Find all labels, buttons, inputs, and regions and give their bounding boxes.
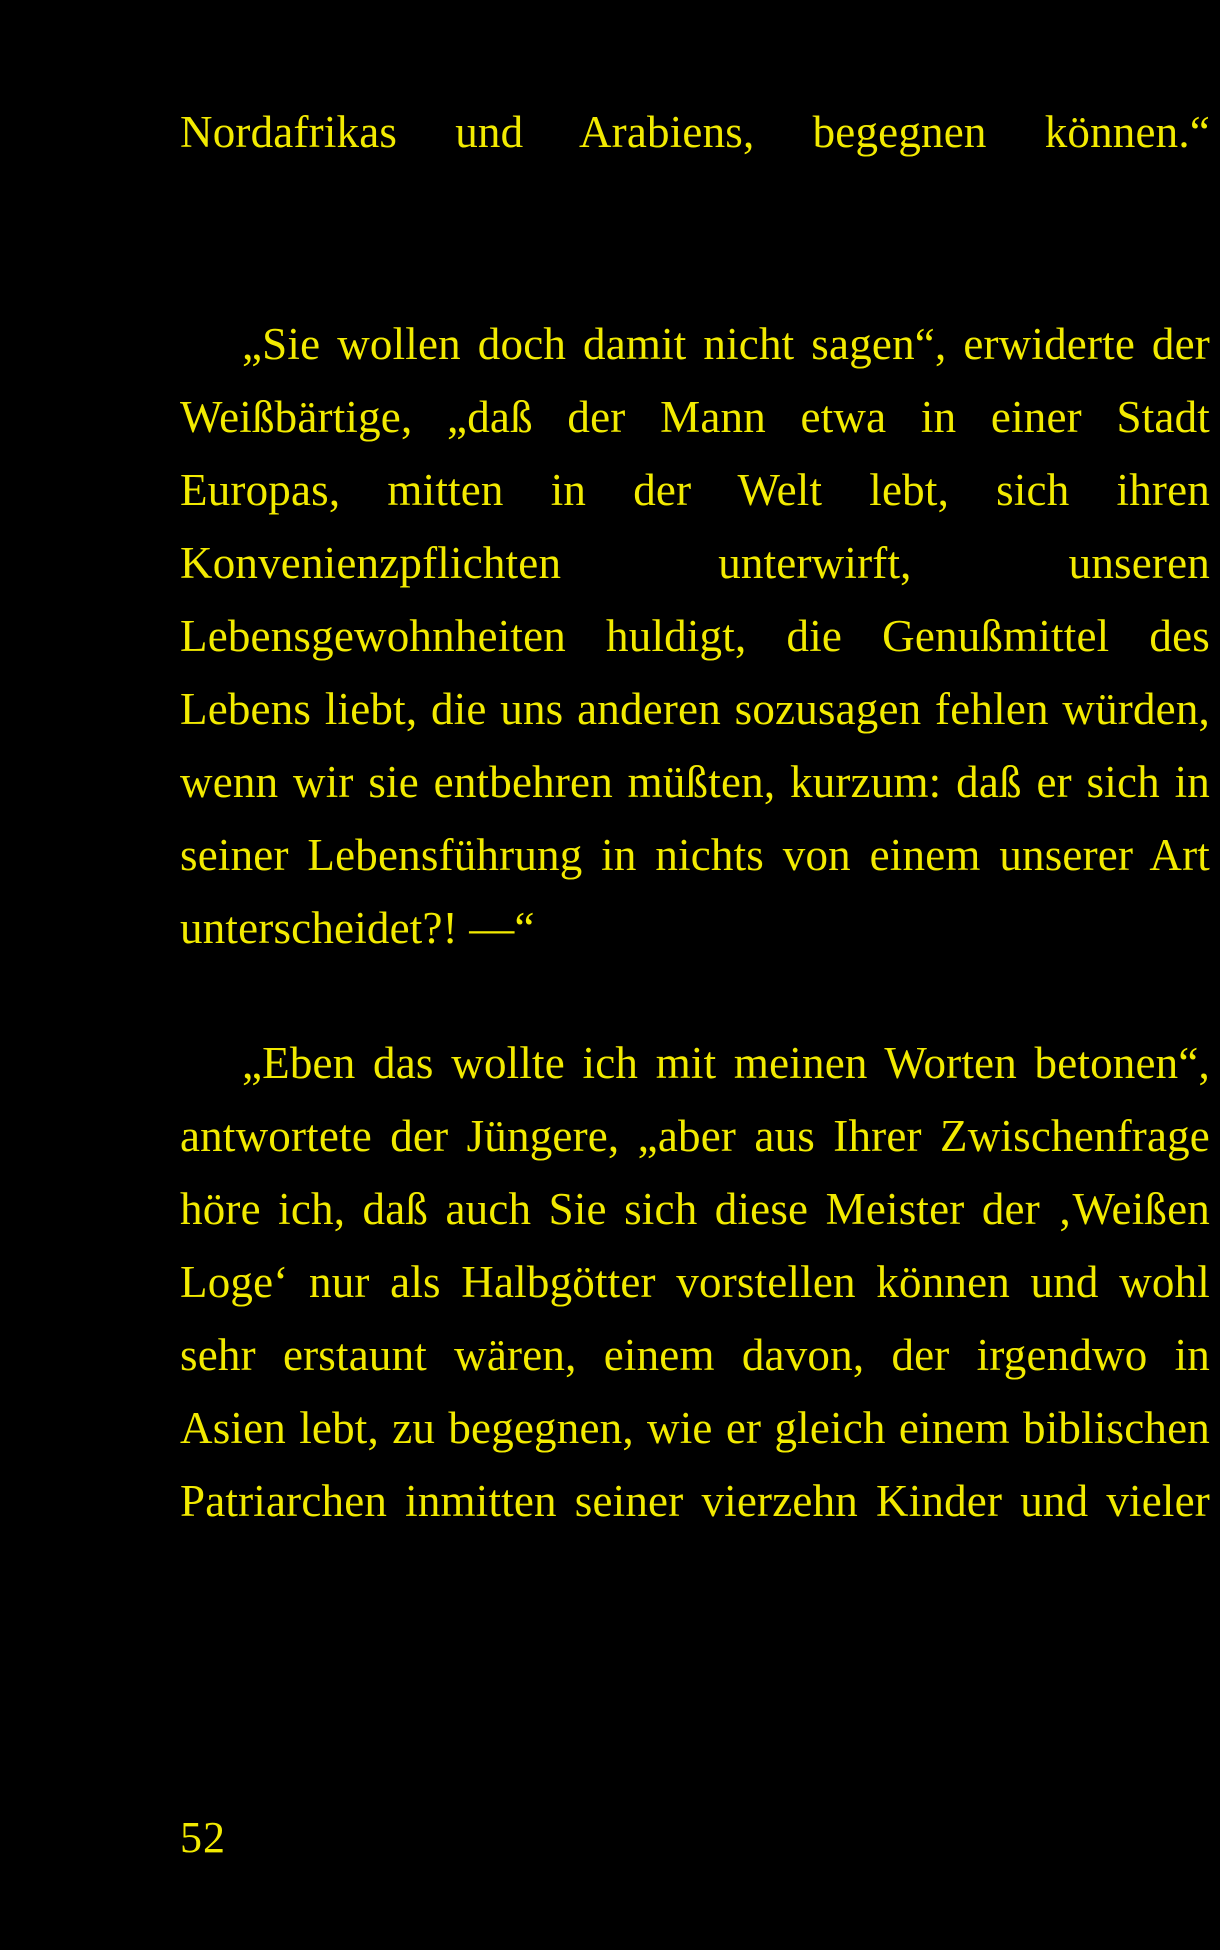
paragraph-spacer [180, 242, 1210, 308]
paragraph-dialogue-elder: „Sie wollen doch damit nicht sagen“, erwiderte der Weißbärtige, „daß der Mann etwa in einer Stadt Europas, mitten in der Welt lebt, sich ihren Konvenienzpflichten unterwirft, unseren Lebensgewohnheiten huldigt, die Genußmittel des Lebens liebt, die uns anderen sozusagen fehlen würden, wenn wir sie entbehren müßten, kurzum: daß er sich in seiner Lebensführung in nichts von einem unserer Art unterscheidet?! —“ [180, 319, 1210, 953]
page-text-column [180, 96, 1210, 1611]
paragraph-continued: Nordafrikas und Arabiens, begegnen können.“ [180, 107, 1210, 157]
paragraph-dialogue-younger: „Eben das wollte ich mit meinen Worten betonen“, antwortete der Jüngere, „aber aus Ihrer Zwischenfrage höre ich, daß auch Sie sich diese Meister der ‚Weißen Loge‘ nur als Halbgötter vorstellen können und wohl sehr erstaunt wären, einem davon, der irgendwo in Asien lebt, zu begegnen, wie er gleich einem biblischen Patriarchen inmitten seiner vierzehn Kinder und vieler [180, 1038, 1210, 1526]
paragraph-spacer [180, 965, 1210, 1027]
page-number: 52 [180, 1813, 226, 1862]
